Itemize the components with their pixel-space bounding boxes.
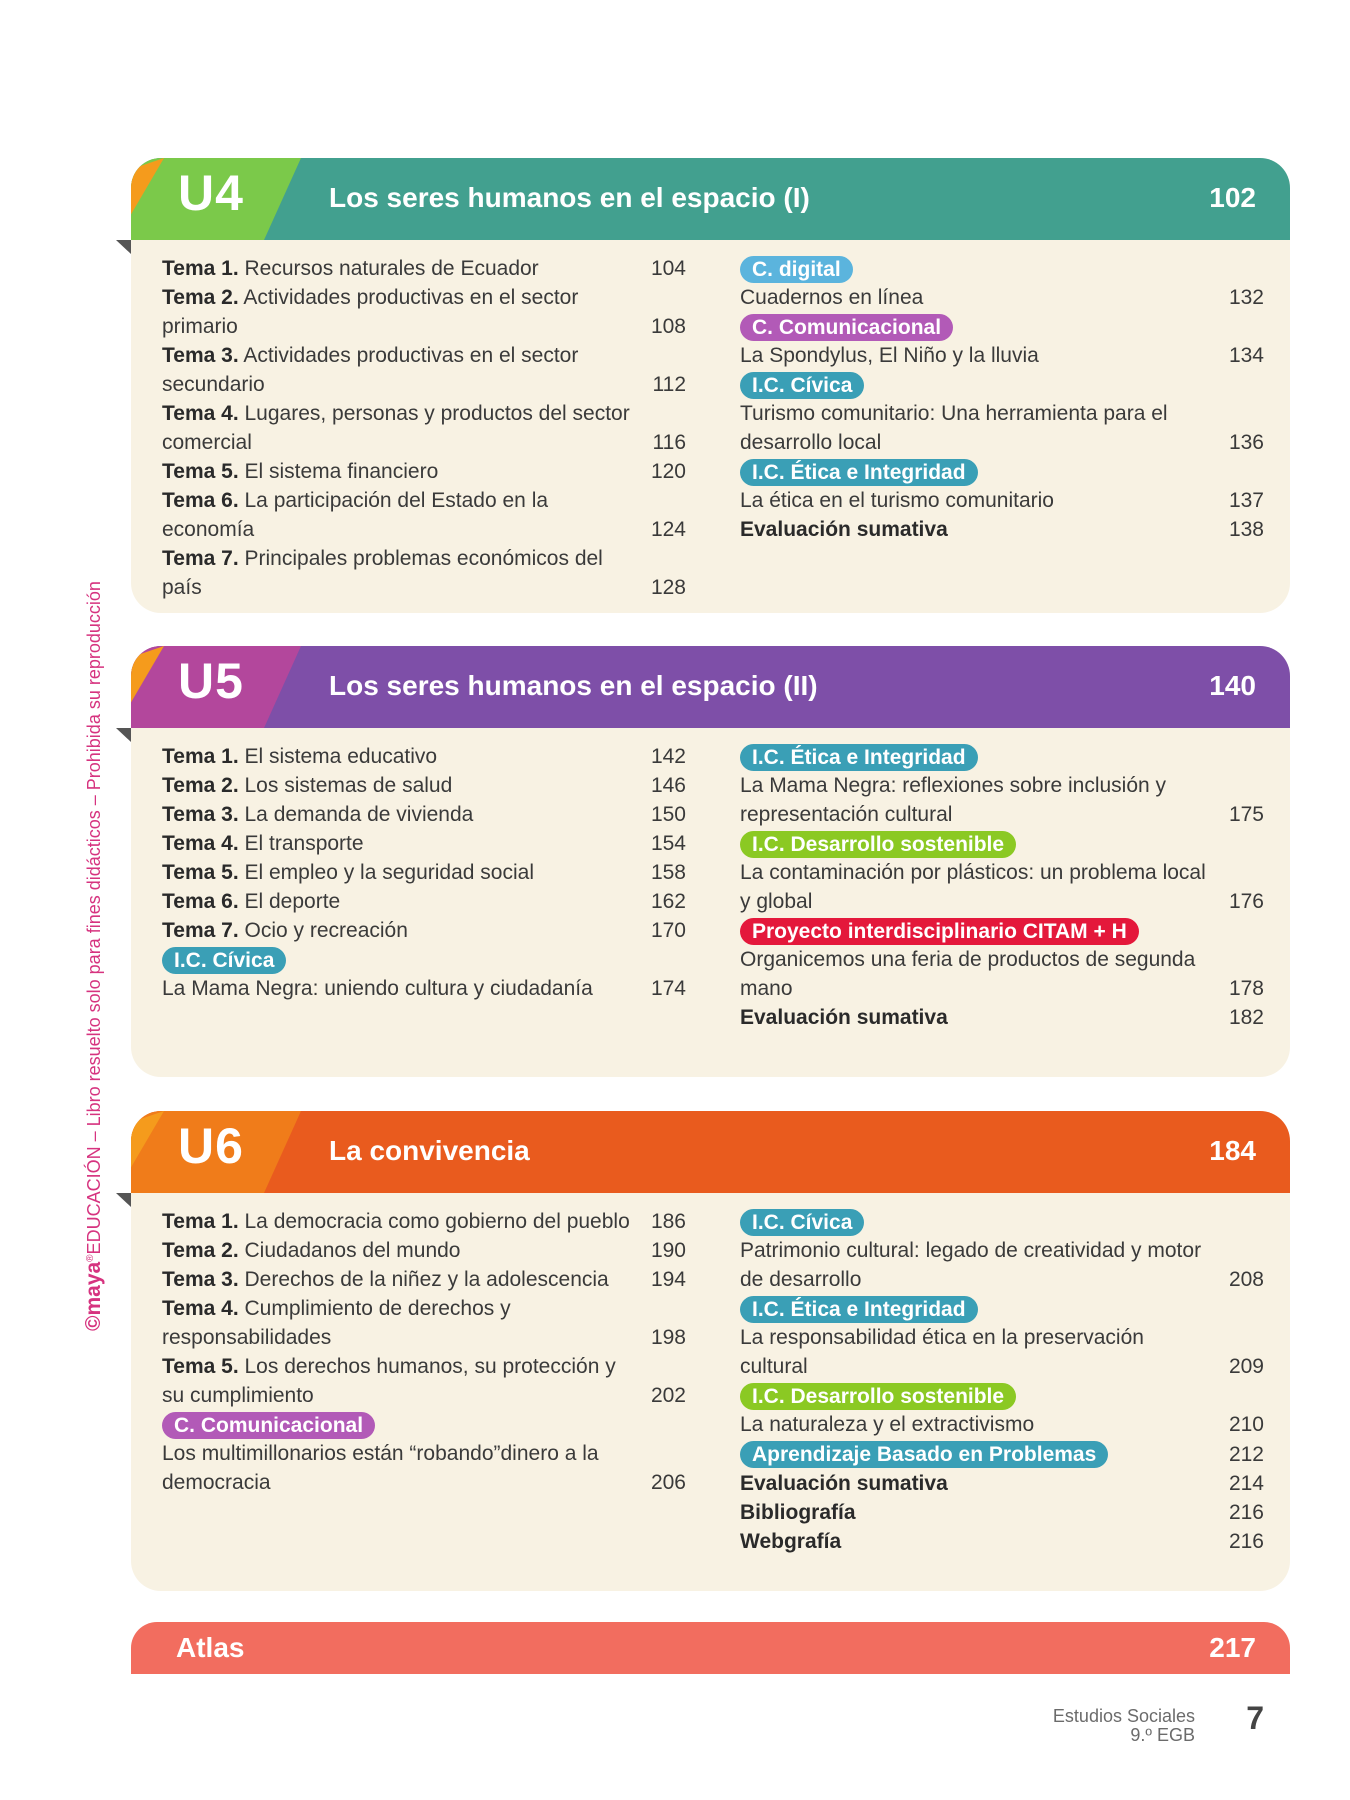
entry-page: 136 [1228,431,1264,454]
entry-page: 209 [1228,1355,1264,1378]
pill-row [740,1207,1264,1236]
toc-entry[interactable] [162,742,686,771]
entry-page: 150 [650,803,686,826]
pill-row [162,1410,686,1439]
entry-page: 120 [650,460,686,483]
entry-page: 175 [1228,803,1264,826]
unit-page: 102 [1209,182,1256,213]
entry-heading: Tema 4. [162,1297,239,1320]
entry-text [162,974,634,1003]
entry-heading: Tema 3. [162,1268,239,1291]
entry-heading: Tema 1. [162,257,239,280]
entry-text [162,1207,634,1236]
entry-page: 216 [1228,1501,1264,1524]
entry-text [162,800,634,829]
entry-title: Lugares, personas y productos del sector comercial [162,402,630,454]
entry-heading: Tema 5. [162,460,239,483]
entry-heading: Tema 5. [162,861,239,884]
pill-row [740,370,1264,399]
entry-title: La demanda de vivienda [244,803,474,826]
entry-text [740,1236,1212,1294]
unit-code: U4 [178,165,244,221]
entry-title: Patrimonio cultural: legado de creatividad y motor de desarrollo [740,1239,1202,1291]
unit-panel-u5 [131,646,1290,1077]
pill-row [740,916,1264,945]
entry-heading: Bibliografía [740,1501,856,1524]
entry-title: Actividades productivas en el sector primario [162,286,579,338]
entry-page: 182 [1228,1006,1264,1029]
toc-entry[interactable] [740,515,1264,544]
entry-text [162,486,634,544]
entry-text [162,771,634,800]
category-pill: I.C. Desarrollo sostenible [740,831,1016,858]
entry-page: 158 [650,861,686,884]
entry-text [740,1469,1212,1498]
entry-page: 190 [650,1239,686,1262]
unit-header[interactable] [131,1111,1290,1193]
entry-text [162,399,634,457]
toc-entry[interactable] [162,341,686,399]
entry-page: 112 [652,373,686,396]
entry-heading: Webgrafía [740,1530,842,1553]
entry-heading: Tema 4. [162,402,239,425]
atlas-bar[interactable] [131,1622,1290,1674]
header-fold [116,728,131,742]
entry-text [740,341,1212,370]
entry-page: 138 [1228,518,1264,541]
entry-text [162,1294,634,1352]
entry-page: 132 [1228,286,1264,309]
entry-heading: Tema 2. [162,1239,239,1262]
entry-heading: Tema 4. [162,832,239,855]
toc-entry[interactable] [162,858,686,887]
entry-title: La responsabilidad ética en la preservación cultural [740,1326,1144,1378]
category-pill: Proyecto interdisciplinario CITAM + H [740,918,1139,945]
entry-title: Cumplimiento de derechos y responsabilidades [162,1297,511,1349]
toc-entry[interactable] [740,1003,1264,1032]
toc-entry[interactable] [162,457,686,486]
entry-heading: Evaluación sumativa [740,518,948,541]
entry-heading: Tema 1. [162,745,239,768]
unit-header[interactable] [131,646,1290,728]
entry-title: Derechos de la niñez y la adolescencia [244,1268,609,1291]
entry-text [162,858,634,887]
pill-row [740,829,1264,858]
entry-title: El sistema financiero [244,460,439,483]
category-pill: C. Comunicacional [740,314,953,341]
toc-entry[interactable] [162,974,686,1003]
toc-column-left [162,1207,686,1497]
toc-entry[interactable] [740,1469,1264,1498]
toc-entry[interactable] [162,1265,686,1294]
entry-page: 124 [650,518,686,541]
category-pill: I.C. Desarrollo sostenible [740,1383,1016,1410]
category-pill: I.C. Cívica [740,372,864,399]
entry-page: 174 [650,977,686,1000]
header-fold [116,240,131,254]
entry-page: 206 [650,1471,686,1494]
entry-title: La naturaleza y el extractivismo [740,1413,1035,1436]
entry-text [740,399,1212,457]
unit-header[interactable] [131,158,1290,240]
entry-page: 170 [650,919,686,942]
entry-heading: Tema 2. [162,286,239,309]
unit-page: 140 [1209,670,1256,701]
pill-row [740,1381,1264,1410]
entry-page: 178 [1228,977,1264,1000]
toc-entry[interactable] [162,283,686,341]
entry-page: 104 [650,257,686,280]
unit-page: 184 [1209,1135,1256,1166]
toc-entry[interactable] [740,1410,1264,1439]
publisher-brand: ©maya [82,1261,105,1331]
entry-text [740,771,1212,829]
pill-row [740,1439,1264,1469]
entry-title: La contaminación por plásticos: un problema local y global [740,861,1206,913]
toc-entry[interactable] [162,486,686,544]
entry-page: 194 [650,1268,686,1291]
entry-page: 116 [652,431,686,454]
toc-column-left [162,254,686,602]
unit-title: Los seres humanos en el espacio (II) [329,670,818,701]
entry-page: 108 [650,315,686,338]
toc-entry[interactable] [162,544,686,602]
toc-entry[interactable] [162,887,686,916]
entry-title: La ética en el turismo comunitario [740,489,1054,512]
unit-panel-u4 [131,158,1290,613]
entry-heading: Evaluación sumativa [740,1006,948,1029]
toc-entry[interactable] [740,283,1264,312]
toc-entry[interactable] [162,916,686,945]
entry-page: 134 [1228,344,1264,367]
entry-page: 208 [1228,1268,1264,1291]
entry-text [740,1527,1212,1556]
toc-entry[interactable] [740,1236,1264,1294]
entry-title: La participación del Estado en la economía [162,489,549,541]
toc-entry[interactable] [740,1323,1264,1381]
category-pill: I.C. Ética e Integridad [740,1296,978,1323]
entry-title: El sistema educativo [244,745,438,768]
entry-heading: Tema 7. [162,547,239,570]
entry-heading: Tema 5. [162,1355,239,1378]
atlas-label: Atlas [176,1632,245,1663]
entry-title: Los sistemas de salud [244,774,453,797]
entry-heading: Tema 6. [162,890,239,913]
entry-title: La Mama Negra: uniendo cultura y ciudadanía [162,977,593,1000]
entry-text [740,945,1212,1003]
page-number: 7 [1246,1700,1264,1736]
entry-page: 202 [650,1384,686,1407]
toc-column-right [740,254,1264,544]
copyright-text: EDUCACIÓN – Libro resuelto solo para fines didácticos – Prohibida su reproducción [84,581,104,1255]
entry-title: Organicemos una feria de productos de segunda mano [740,948,1196,1000]
toc-entry[interactable] [162,829,686,858]
footer-grade: 9.º EGB [1130,1725,1195,1745]
entry-text [162,887,634,916]
entry-title: Ocio y recreación [244,919,408,942]
pill-row [740,254,1264,283]
entry-title: Ciudadanos del mundo [244,1239,461,1262]
entry-text [162,1352,634,1410]
entry-page: 216 [1228,1530,1264,1553]
entry-text [162,341,634,399]
entry-page: 210 [1228,1413,1264,1436]
entry-heading: Tema 3. [162,803,239,826]
entry-title: Los multimillonarios están “robando”dinero a la democracia [162,1442,599,1494]
atlas-page: 217 [1209,1632,1256,1663]
entry-text [162,283,634,341]
unit-code: U6 [178,1118,244,1174]
toc-entry[interactable] [162,771,686,800]
entry-page: 146 [650,774,686,797]
entry-page: 128 [650,576,686,599]
toc-column-right [740,742,1264,1032]
entry-heading: Tema 7. [162,919,239,942]
entry-heading: Tema 1. [162,1210,239,1233]
entry-text [162,829,634,858]
entry-text [162,1265,634,1294]
category-pill: I.C. Ética e Integridad [740,459,978,486]
toc-entry[interactable] [162,254,686,283]
pill-row [162,945,686,974]
side-copyright-note [82,581,106,1331]
toc-entry[interactable] [740,1498,1264,1527]
pill-row [740,312,1264,341]
entry-text [740,486,1212,515]
category-pill: C. digital [740,256,853,283]
entry-text [740,858,1212,916]
entry-page: 186 [650,1210,686,1233]
entry-text [162,1439,634,1497]
entry-page: 214 [1228,1472,1264,1495]
entry-text [162,742,634,771]
entry-text [162,1236,634,1265]
entry-text [740,515,1212,544]
entry-title: La Spondylus, El Niño y la lluvia [740,344,1039,367]
category-pill: I.C. Cívica [162,947,286,974]
entry-title: Recursos naturales de Ecuador [244,257,539,280]
header-fold [116,1193,131,1207]
entry-text [740,1498,1212,1527]
footer-book-title [1053,1707,1195,1745]
toc-entry[interactable] [162,1352,686,1410]
unit-title: Los seres humanos en el espacio (I) [329,182,810,213]
category-pill: C. Comunicacional [162,1412,375,1439]
footer-subject: Estudios Sociales [1052,1706,1195,1726]
pill-row [740,457,1264,486]
category-pill: Aprendizaje Basado en Problemas [740,1441,1108,1468]
toc-entry[interactable] [162,1236,686,1265]
toc-entry[interactable] [162,1439,686,1497]
unit-panel-u6 [131,1111,1290,1591]
entry-text [162,457,634,486]
entry-title: El transporte [244,832,364,855]
entry-title: Los derechos humanos, su protección y su cumplimiento [162,1355,616,1407]
toc-entry[interactable] [162,1207,686,1236]
entry-page: 142 [650,745,686,768]
entry-heading: Tema 2. [162,774,239,797]
entry-heading: Evaluación sumativa [740,1472,948,1495]
entry-page: 212 [1228,1443,1264,1466]
toc-column-left [162,742,686,1003]
entry-heading: Tema 3. [162,344,239,367]
category-pill: I.C. Ética e Integridad [740,744,978,771]
entry-page: 198 [650,1326,686,1349]
entry-text [740,1003,1212,1032]
entry-page: 162 [650,890,686,913]
entry-title: La Mama Negra: reflexiones sobre inclusión y representación cultural [740,774,1167,826]
toc-entry[interactable] [162,1294,686,1352]
toc-entry[interactable] [162,800,686,829]
toc-column-right [740,1207,1264,1556]
toc-entry[interactable] [740,858,1264,916]
pill-row [740,742,1264,771]
category-pill: I.C. Cívica [740,1209,864,1236]
toc-entry[interactable] [740,341,1264,370]
toc-entry[interactable] [740,399,1264,457]
entry-title: Cuadernos en línea [740,286,924,309]
unit-title: La convivencia [329,1135,530,1166]
entry-title: La democracia como gobierno del pueblo [244,1210,630,1233]
entry-title: Actividades productivas en el sector secundario [162,344,579,396]
entry-title: Principales problemas económicos del país [162,547,603,599]
entry-text [740,283,1212,312]
entry-title: Turismo comunitario: Una herramienta para el desarrollo local [740,402,1168,454]
entry-heading: Tema 6. [162,489,239,512]
entry-title: El empleo y la seguridad social [244,861,534,884]
toc-entry[interactable] [740,771,1264,829]
entry-page: 176 [1228,890,1264,913]
entry-page: 154 [650,832,686,855]
toc-entry[interactable] [162,399,686,457]
unit-code: U5 [178,653,244,709]
entry-text [162,254,634,283]
entry-text [162,544,634,602]
entry-text [162,916,634,945]
entry-page: 137 [1228,489,1264,512]
toc-entry[interactable] [740,1527,1264,1556]
entry-text [740,1410,1212,1439]
toc-entry[interactable] [740,486,1264,515]
toc-entry[interactable] [740,945,1264,1003]
entry-text [740,1323,1212,1381]
registered-mark: ® [85,1254,96,1262]
entry-title: El deporte [244,890,341,913]
pill-row [740,1294,1264,1323]
